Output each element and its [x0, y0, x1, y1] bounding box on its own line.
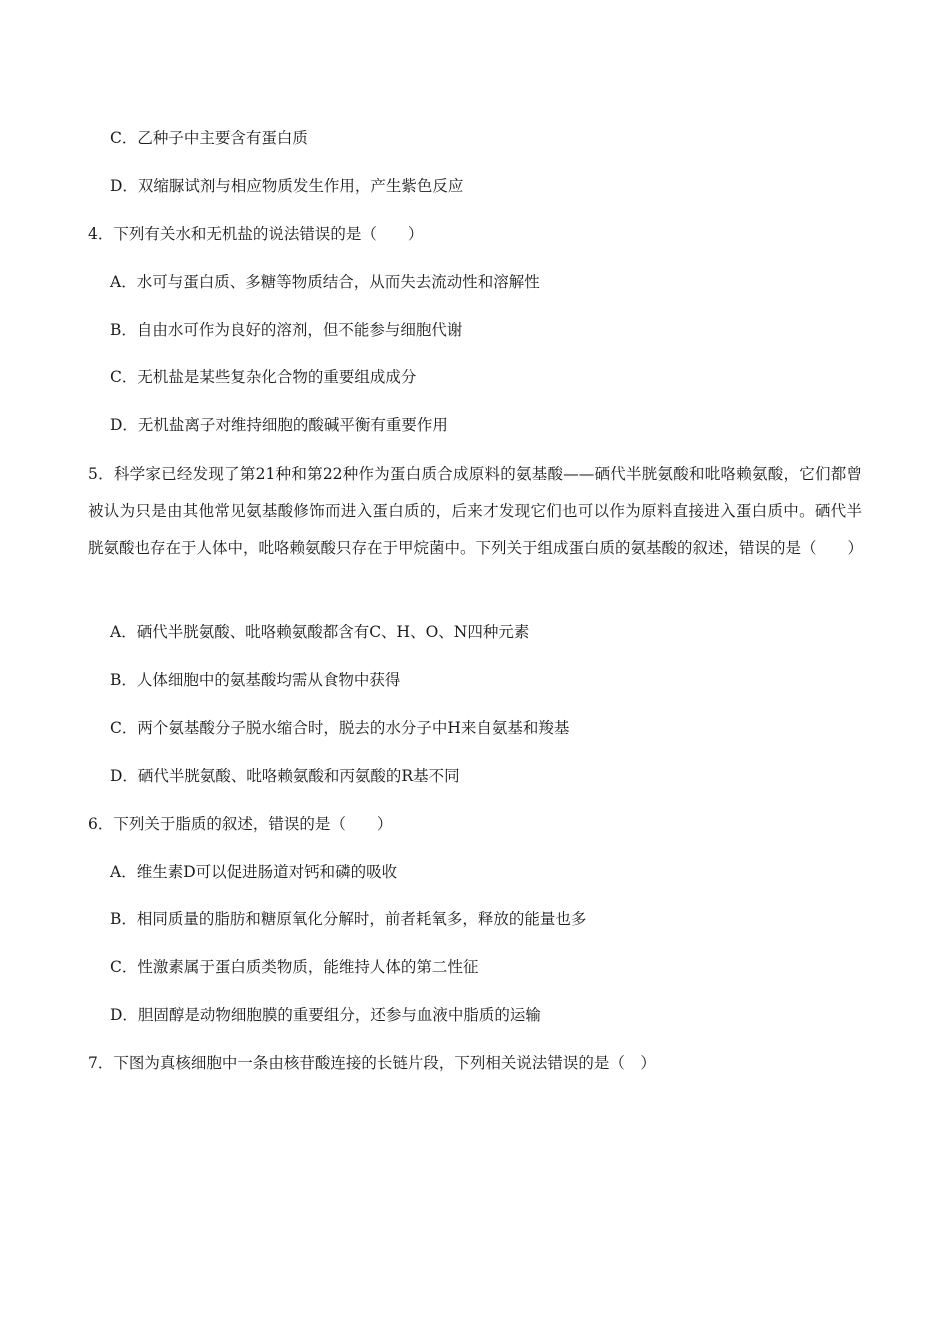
- q3-option-c: C．乙种子中主要含有蛋白质: [110, 129, 308, 147]
- q4-option-d: D．无机盐离子对维持细胞的酸碱平衡有重要作用: [110, 416, 448, 434]
- q5-option-d: D．硒代半胱氨酸、吡咯赖氨酸和丙氨酸的R基不同: [110, 767, 460, 785]
- q6-option-c: C．性激素属于蛋白质类物质，能维持人体的第二性征: [110, 958, 479, 976]
- q4-option-b: B．自由水可作为良好的溶剂，但不能参与细胞代谢: [110, 321, 463, 339]
- q5-option-c: C．两个氨基酸分子脱水缩合时，脱去的水分子中H来自氨基和羧基: [110, 719, 570, 737]
- q5-option-b: B．人体细胞中的氨基酸均需从食物中获得: [110, 671, 401, 689]
- question-6-stem: 6．下列关于脂质的叙述，错误的是（ ）: [88, 815, 393, 833]
- question-7-stem: 7．下图为真核细胞中一条由核苷酸连接的长链片段，下列相关说法错误的是（ ）: [88, 1054, 656, 1072]
- question-4-stem: 4．下列有关水和无机盐的说法错误的是（ ）: [88, 225, 424, 243]
- q5-option-a: A．硒代半胱氨酸、吡咯赖氨酸都含有C、H、O、N四种元素: [110, 623, 530, 641]
- q4-option-c: C．无机盐是某些复杂化合物的重要组成成分: [110, 368, 417, 386]
- q6-option-d: D．胆固醇是动物细胞膜的重要组分，还参与血液中脂质的运输: [110, 1006, 541, 1024]
- q3-option-d: D．双缩脲试剂与相应物质发生作用，产生紫色反应: [110, 177, 464, 195]
- q6-option-b: B．相同质量的脂肪和糖原氧化分解时，前者耗氧多，释放的能量也多: [110, 910, 587, 928]
- q4-option-a: A．水可与蛋白质、多糖等物质结合，从而失去流动性和溶解性: [110, 273, 540, 291]
- question-5-stem: 5．科学家已经发现了第21种和第22种作为蛋白质合成原料的氨基酸——硒代半胱氨酸和吡咯赖氨酸，它们都曾被认为只是由其他常见氨基酸修饰而进入蛋白质的，后来才发现它们也可以作为原料直接进入蛋白质中。硒代半胱氨酸也存在于人体中，吡咯赖氨酸只存在于甲烷菌中。下列关于组成蛋白质的氨基酸的叙述，错误的是（ ）: [88, 465, 864, 557]
- q6-option-a: A．维生素D可以促进肠道对钙和磷的吸收: [110, 863, 398, 881]
